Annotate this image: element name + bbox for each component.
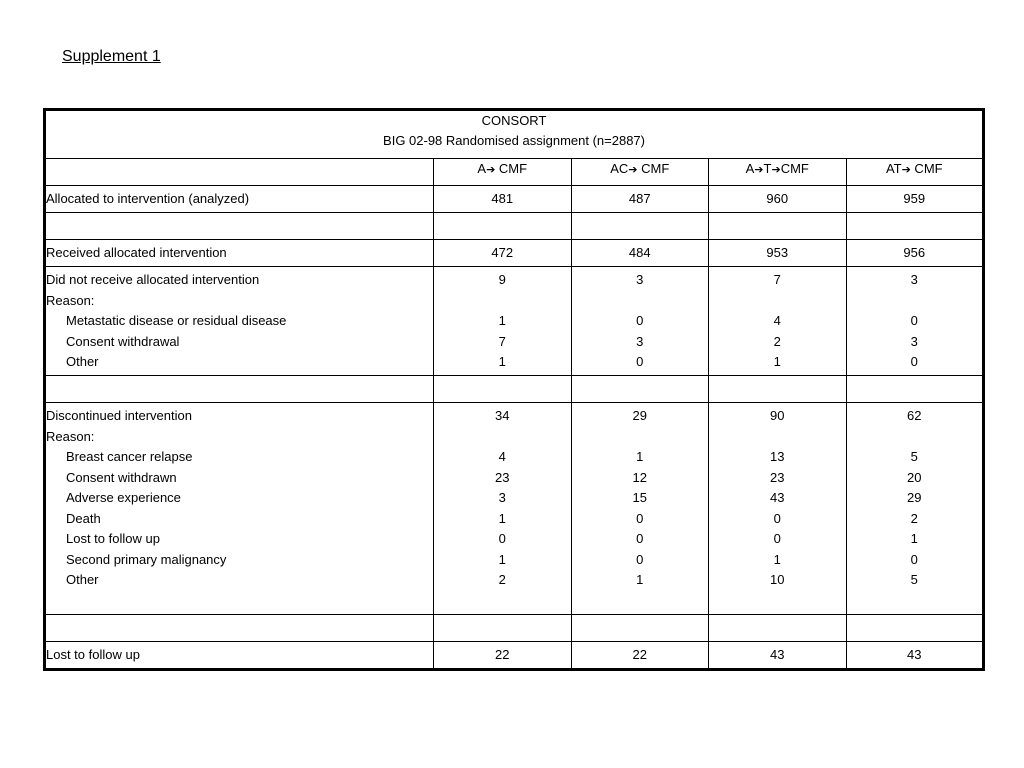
header-empty-cell	[45, 159, 434, 186]
table-cell: 953	[709, 240, 847, 267]
spacer-row	[45, 213, 984, 240]
cell-value: 1	[498, 510, 506, 526]
cell-value: 0	[910, 313, 918, 328]
row-label: Received allocated intervention	[45, 240, 434, 267]
cell-value: 10	[770, 572, 785, 587]
cell-value: 5	[910, 449, 918, 464]
arm-header-text: CMF	[637, 161, 670, 176]
reason-heading: Reason:	[46, 428, 95, 444]
table-cell: 43	[846, 642, 984, 670]
arm-header-text: T	[763, 161, 772, 176]
cell-value: 1	[498, 551, 506, 567]
cell-value: 23	[770, 469, 785, 485]
empty-cell	[571, 615, 709, 642]
spacer-row	[45, 376, 984, 403]
cell-value: 13	[770, 449, 785, 464]
table-cell: 960	[709, 186, 847, 213]
table-cell	[571, 403, 709, 615]
cell-value: 0	[498, 531, 506, 546]
reason-label: Other	[66, 354, 99, 369]
cell-value: 0	[910, 551, 918, 567]
arm-header	[434, 159, 572, 186]
arm-header-text: A	[745, 161, 755, 176]
arm-header	[709, 159, 847, 186]
cell-value: 1	[636, 449, 644, 464]
cell-value: 1	[910, 531, 918, 546]
arm-header-text: CMF	[910, 161, 943, 176]
reason-label: Second primary malignancy	[66, 551, 227, 567]
reason-label: Consent withdrawn	[66, 469, 177, 485]
reason-label: Death	[66, 510, 101, 526]
table-cell	[709, 267, 847, 376]
table-cell	[434, 403, 572, 615]
arrow-icon: ➔	[628, 163, 638, 176]
cell-spacer	[572, 427, 709, 448]
empty-cell	[571, 213, 709, 240]
reason-label: Metastatic disease or residual disease	[66, 313, 287, 328]
cell-value: 12	[632, 469, 647, 485]
empty-cell	[434, 376, 572, 403]
cell-value: 2	[498, 572, 506, 587]
cell-value: 2	[773, 333, 781, 349]
row-label: Allocated to intervention (analyzed)	[45, 186, 434, 213]
cell-spacer	[709, 291, 846, 312]
cell-value: 62	[907, 408, 922, 423]
reason-label: Other	[66, 572, 99, 587]
table-cell: 959	[846, 186, 984, 213]
cell-value: 29	[907, 490, 922, 505]
reason-label: Lost to follow up	[66, 531, 160, 546]
reason-label: Adverse experience	[66, 490, 181, 505]
table-row-received	[45, 240, 984, 267]
empty-cell	[846, 376, 984, 403]
cell-value: 7	[498, 333, 506, 349]
table-row-lost-to-follow-up	[45, 642, 984, 670]
table-cell: 472	[434, 240, 572, 267]
table-subtitle: BIG 02-98 Randomised assignment (n=2887)	[383, 133, 645, 148]
cell-value: 5	[910, 572, 918, 587]
table-row-did-not-receive	[45, 267, 984, 376]
cell-value: 0	[636, 531, 644, 546]
arm-header	[846, 159, 984, 186]
table-row-allocated	[45, 186, 984, 213]
cell-value: 3	[910, 333, 918, 349]
reason-label: Breast cancer relapse	[66, 449, 193, 464]
cell-value: 43	[770, 490, 785, 505]
cell-value: 29	[632, 408, 647, 423]
reason-heading: Reason:	[46, 292, 95, 308]
arm-header-text: CMF	[780, 161, 809, 176]
cell-value: 4	[498, 449, 506, 464]
table-cell: 22	[571, 642, 709, 670]
table-cell	[434, 267, 572, 376]
table-cell: 956	[846, 240, 984, 267]
empty-cell	[45, 615, 434, 642]
cell-value: 0	[636, 551, 644, 567]
cell-value: 1	[498, 313, 506, 328]
cell-value: 3	[910, 272, 918, 287]
spacer-row	[45, 615, 984, 642]
cell-value: 0	[773, 510, 781, 526]
cell-spacer	[709, 427, 846, 448]
table-title-cell	[45, 110, 984, 159]
table-cell: 484	[571, 240, 709, 267]
cell-value: 15	[632, 490, 647, 505]
cell-value: 3	[636, 333, 644, 349]
cell-value: 1	[773, 551, 781, 567]
table-cell: 487	[571, 186, 709, 213]
table-cell: 481	[434, 186, 572, 213]
arm-header-text: CMF	[495, 161, 528, 176]
cell-value: 0	[636, 354, 644, 369]
arm-header-row	[45, 159, 984, 186]
row-label: Discontinued intervention	[46, 408, 192, 423]
row-label: Lost to follow up	[45, 642, 434, 670]
cell-value: 0	[636, 510, 644, 526]
cell-value: 23	[495, 469, 510, 485]
cell-value: 90	[770, 408, 785, 423]
table-cell: 43	[709, 642, 847, 670]
cell-spacer	[847, 291, 983, 312]
empty-cell	[709, 376, 847, 403]
cell-value: 2	[910, 510, 918, 526]
cell-value: 4	[773, 313, 781, 328]
cell-value: 3	[498, 490, 506, 505]
arm-header-text: AC	[610, 161, 629, 176]
table-title: CONSORT	[481, 113, 547, 128]
cell-spacer	[572, 291, 709, 312]
empty-cell	[846, 213, 984, 240]
cell-value: 34	[495, 408, 510, 423]
table-cell	[846, 403, 984, 615]
cell-value: 0	[773, 531, 781, 546]
cell-spacer	[847, 427, 983, 448]
empty-cell	[434, 213, 572, 240]
arrow-icon: ➔	[771, 163, 781, 176]
cell-value: 3	[636, 272, 644, 287]
arrow-icon: ➔	[754, 163, 764, 176]
empty-cell	[45, 213, 434, 240]
empty-cell	[571, 376, 709, 403]
cell-value: 1	[773, 354, 781, 369]
cell-value: 9	[498, 272, 506, 287]
cell-spacer	[434, 427, 571, 448]
consort-table	[43, 108, 985, 671]
row-label: Did not receive allocated intervention	[46, 272, 260, 287]
cell-value: 0	[910, 354, 918, 369]
arrow-icon: ➔	[486, 163, 496, 176]
supplement-title: Supplement 1	[62, 48, 161, 65]
table-row-discontinued	[45, 403, 984, 615]
cell-value: 0	[636, 313, 644, 328]
arm-header-text: A	[477, 161, 487, 176]
empty-cell	[709, 615, 847, 642]
table-cell	[709, 403, 847, 615]
row-label-cell	[45, 267, 434, 376]
arm-header-text: AT	[885, 161, 902, 176]
table-cell: 22	[434, 642, 572, 670]
cell-value: 7	[773, 272, 781, 287]
empty-cell	[45, 376, 434, 403]
cell-value: 1	[636, 572, 644, 587]
arrow-icon: ➔	[901, 163, 911, 176]
cell-spacer	[434, 291, 571, 312]
cell-value: 20	[907, 469, 922, 485]
empty-cell	[709, 213, 847, 240]
arm-header	[571, 159, 709, 186]
empty-cell	[846, 615, 984, 642]
cell-value: 1	[498, 354, 506, 369]
empty-cell	[434, 615, 572, 642]
table-cell	[571, 267, 709, 376]
reason-label: Consent withdrawal	[66, 333, 180, 349]
table-cell	[846, 267, 984, 376]
row-label-cell	[45, 403, 434, 615]
